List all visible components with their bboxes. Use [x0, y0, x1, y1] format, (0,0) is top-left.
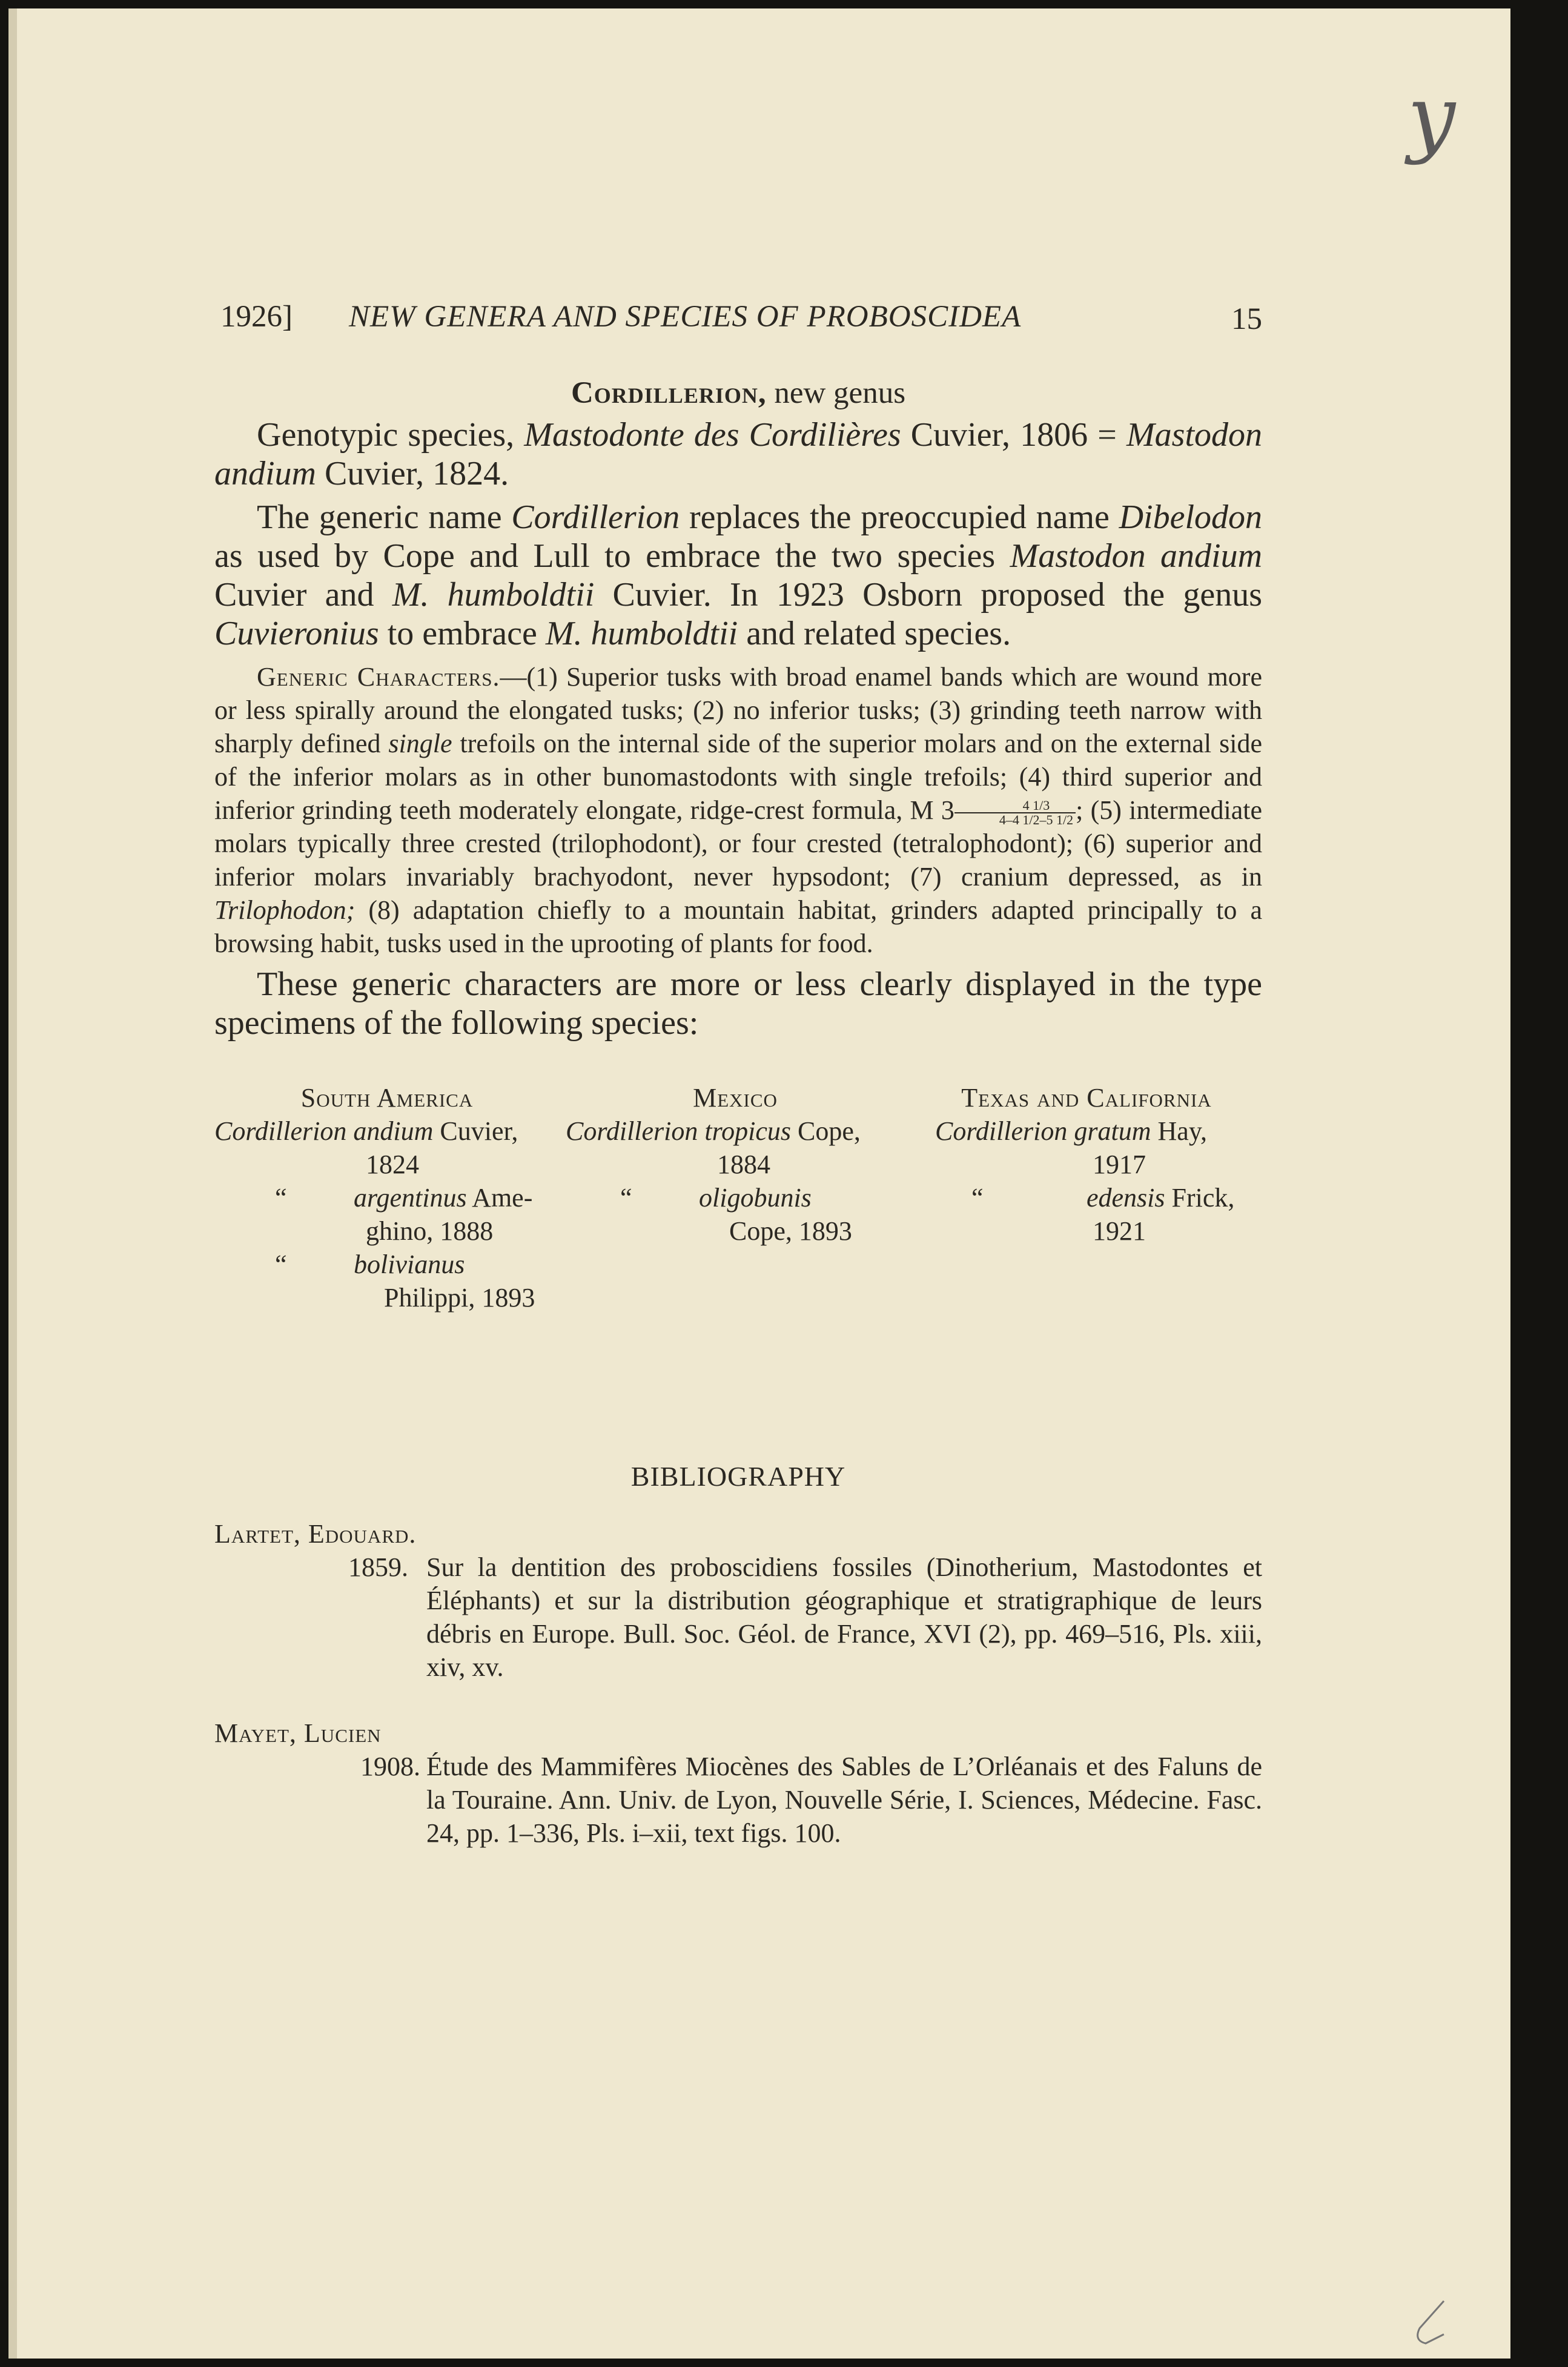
- page-number: 15: [1231, 302, 1262, 336]
- bib-year: 1859.: [348, 1552, 408, 1582]
- fraction-numerator: 4 1/3: [954, 799, 1076, 813]
- fraction-denominator: 4–4 1/2–5 1/2: [999, 812, 1074, 827]
- author: Hay,: [1151, 1116, 1207, 1146]
- genotype-paragraph: [214, 415, 1262, 493]
- text: Cuvier, 1806 =: [901, 416, 1126, 454]
- text: trefoils on the internal side of the superior molars and on the external side of the inferior molars as in other bunomastodonts with single trefoils; (4) third superior and inferior grinding teeth moderately elongate, ridge-crest formula, M 3: [214, 729, 1262, 825]
- species-year: 1884: [717, 1150, 770, 1179]
- genus-heading: [214, 376, 1262, 411]
- generic-name-paragraph: [214, 498, 1262, 653]
- column-heading: Mexico: [693, 1083, 778, 1113]
- table-column-south-america: [214, 1081, 560, 1314]
- genus-name: Cordillerion,: [571, 376, 767, 410]
- author: Cope,: [790, 1116, 861, 1146]
- species-table: [214, 1081, 1262, 1314]
- author-continued: Philippi, 1893: [384, 1283, 535, 1313]
- species-entry: [560, 1114, 911, 1148]
- text: and related species.: [738, 615, 1011, 652]
- table-column-mexico: [560, 1081, 911, 1314]
- molar-formula-fraction: [954, 799, 1076, 827]
- species-name: Dibelodon: [1119, 498, 1263, 536]
- text: Genotypic species,: [257, 416, 524, 454]
- species: argentinus: [354, 1183, 467, 1213]
- column-heading: Texas and California: [961, 1083, 1212, 1113]
- species-name: M. humboldtii: [392, 576, 595, 614]
- text: Cuvier, 1824.: [316, 455, 509, 492]
- type-specimens-paragraph: These generic characters are more or less clearly displayed in the type specimens of the following species:: [214, 965, 1262, 1042]
- pencil-annotation: y: [1408, 68, 1456, 167]
- bib-text: Étude des Mammifères Miocènes des Sables de L’Orléanais et des Faluns de la Touraine. Ann. Univ. de Lyon, Nouvelle Série, I. Sciences, Médecine. Fasc. 24, pp. 1–336, Pls. i–xii, text figs. 100.: [426, 1752, 1262, 1848]
- page-content: [214, 293, 1262, 1850]
- genus: Cordillerion: [566, 1116, 698, 1146]
- genus-name: Trilophodon;: [214, 895, 356, 925]
- page: [8, 8, 1510, 2359]
- author-continued: 1921: [1093, 1216, 1146, 1246]
- species-name: Mastodon andium: [214, 416, 1262, 492]
- text: (8) adaptation chiefly to a mountain habitat, grinders adapted principally to a browsing habit, tusks used in the uprooting of plants for food.: [214, 895, 1262, 958]
- species-name: M. humboldtii: [545, 615, 738, 652]
- species: tropicus: [704, 1116, 791, 1146]
- species-entry: [214, 1248, 560, 1281]
- author-continued: ghino, 1888: [366, 1216, 494, 1246]
- species-year: 1824: [366, 1150, 419, 1179]
- section-head: Generic Characters.: [257, 662, 500, 692]
- text: —(1) Superior tusks with broad enamel bands which are wound more or less spirally around the elongated tusks; (2) no inferior tusks; (3) grinding teeth narrow with sharply defined: [214, 662, 1262, 758]
- text: replaces the preoccupied name: [680, 498, 1119, 536]
- author: Frick,: [1165, 1183, 1235, 1213]
- species-entry: [911, 1181, 1262, 1214]
- text: to embrace: [379, 615, 546, 652]
- ditto-mark: “: [275, 1250, 287, 1279]
- species-name: Mastodon andium: [1010, 537, 1263, 575]
- running-header: [214, 293, 1262, 342]
- bibliography: [214, 1460, 1262, 1850]
- text: ; (5) intermediate molars typically three crested (trilophodont), or four crested (tetralophodont); (6) superior and inferior molars invariably brachyodont, never hypsodont; (7) cranium depressed, as in: [214, 795, 1262, 892]
- header-year: 1926]: [220, 300, 293, 334]
- species-name: Cordillerion: [511, 498, 680, 536]
- bib-author: Lartet, Edouard.: [214, 1519, 417, 1549]
- ditto-mark: “: [971, 1183, 984, 1213]
- author-continued: Cope, 1893: [729, 1216, 852, 1246]
- page-spine-edge: [8, 8, 17, 2359]
- ditto-mark: “: [620, 1183, 632, 1213]
- species: oligobunis: [699, 1183, 812, 1213]
- species-entry: [214, 1114, 560, 1148]
- table-column-texas-california: [911, 1081, 1262, 1314]
- species-entry: [911, 1114, 1262, 1148]
- species: edensis: [1087, 1183, 1165, 1213]
- author: Ame-: [466, 1183, 533, 1213]
- species-entry: [214, 1181, 560, 1214]
- genus: Cordillerion: [935, 1116, 1068, 1146]
- generic-characters-paragraph: [214, 660, 1262, 960]
- genus-suffix: new genus: [774, 376, 906, 410]
- bib-author: Mayet, Lucien: [214, 1718, 382, 1748]
- bib-year: 1908.: [360, 1752, 420, 1781]
- bibliography-title: BIBLIOGRAPHY: [630, 1461, 846, 1492]
- bib-text: Sur la dentition des proboscidiens fossiles (Dinotherium, Mastodontes et Éléphants) et sur la distribution géographique et stratigraphique de leurs débris en Europe. Bull. Soc. Géol. de France, XVI (2), pp. 469–516, Pls. xiii, xiv, xv.: [426, 1552, 1262, 1682]
- bib-entry: [214, 1750, 1262, 1850]
- column-heading: South America: [300, 1083, 474, 1113]
- species: gratum: [1074, 1116, 1151, 1146]
- text: Cuvier. In 1923 Osborn proposed the genus: [594, 576, 1263, 614]
- author: Cuvier,: [433, 1116, 518, 1146]
- species-name: Mastodonte des Cordilières: [524, 416, 901, 454]
- pencil-corner-mark: [1408, 2298, 1456, 2346]
- text: The generic name: [257, 498, 512, 536]
- ditto-mark: “: [275, 1183, 287, 1213]
- text: Cuvier and: [214, 576, 392, 614]
- species-year: 1917: [1093, 1150, 1146, 1179]
- species: andium: [353, 1116, 434, 1146]
- genus: Cordillerion: [214, 1116, 347, 1146]
- text: as used by Cope and Lull to embrace the two species: [214, 537, 1010, 575]
- species-name: Cuvieronius: [214, 615, 379, 652]
- species-entry: [560, 1181, 911, 1214]
- header-title: NEW GENERA AND SPECIES OF PROBOSCIDEA: [349, 300, 1022, 334]
- bib-entry: [214, 1551, 1262, 1684]
- species: bolivianus: [354, 1250, 465, 1279]
- emphasis: single: [388, 729, 452, 758]
